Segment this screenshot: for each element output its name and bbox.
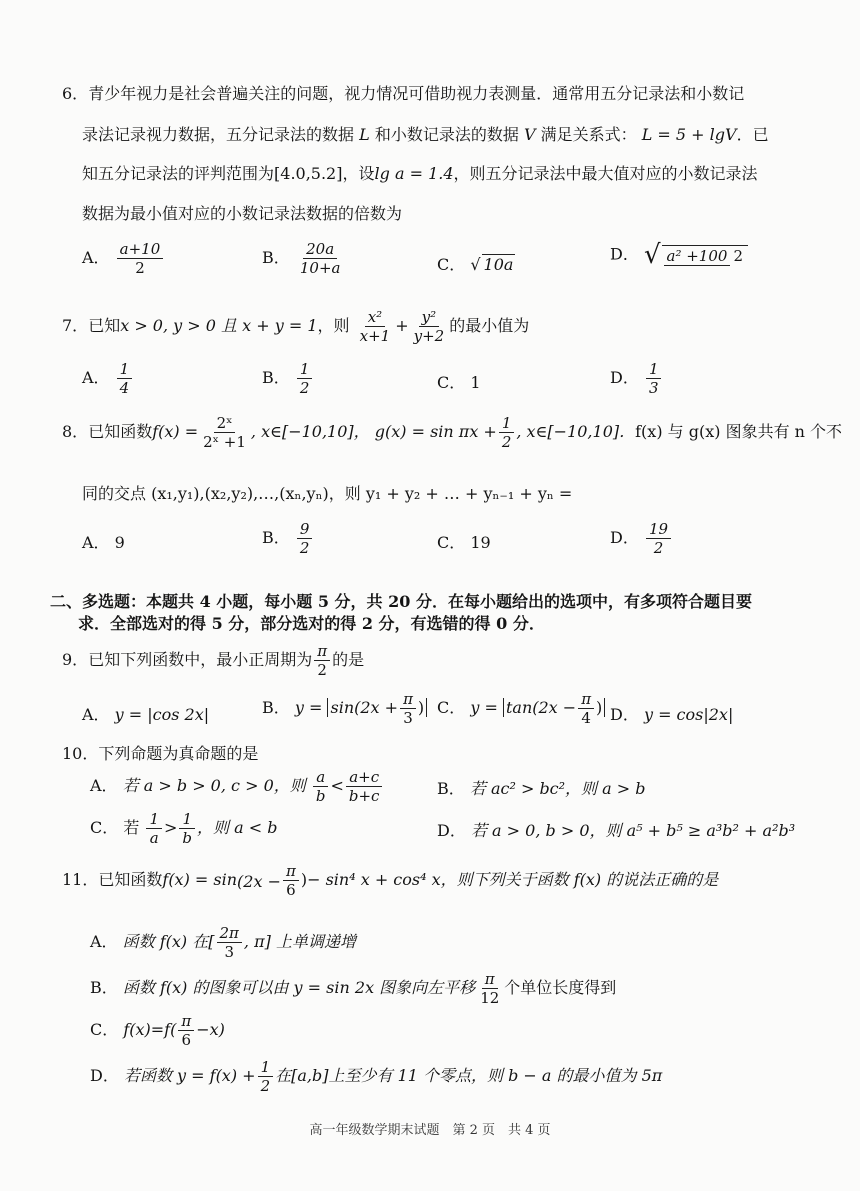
formula: −x)	[196, 1020, 225, 1039]
option-label: D．	[610, 705, 639, 724]
denominator: 4	[581, 709, 591, 727]
option-label: D．	[90, 1066, 119, 1085]
formula: , π] 上单调递增	[243, 932, 356, 951]
option-value: 19	[470, 533, 491, 552]
operator: >	[164, 818, 178, 837]
question-text: 青少年视力是社会普遍关注的问题，视力情况可借助视力表测量．通常用五分记录法和小数记	[88, 84, 745, 103]
math-var: V	[523, 125, 536, 144]
question-number: 9．	[62, 650, 89, 669]
option-label: C．	[437, 373, 466, 392]
question-number: 8．	[62, 422, 89, 441]
numerator: 1	[179, 810, 195, 829]
option-a	[82, 360, 134, 397]
option-b	[437, 776, 646, 799]
formula: 函数 f(x) 在[	[122, 932, 215, 951]
formula: , x∈[−10,10]，	[250, 422, 370, 441]
absolute-value	[327, 690, 427, 727]
option-value: 1	[470, 373, 481, 392]
denominator: 2	[135, 259, 145, 277]
denominator: 2	[501, 433, 512, 451]
numerator: π	[314, 642, 330, 661]
math-var: L	[359, 125, 370, 144]
option-c	[90, 1012, 225, 1049]
formula: [4.0,5.2]	[274, 164, 343, 183]
formula: y =	[470, 698, 498, 717]
option-d	[90, 1058, 662, 1095]
denominator: 4	[119, 379, 130, 397]
formula: )	[300, 870, 308, 889]
fraction	[117, 360, 133, 397]
formula: 在[a,b]上至少有 11 个零点，则 b − a 的最小值为 5π	[275, 1066, 663, 1085]
numerator: 1	[646, 360, 662, 379]
option-label: D．	[610, 528, 639, 547]
option-label: A．	[82, 705, 110, 724]
fraction	[297, 520, 313, 557]
operator: <	[330, 776, 344, 795]
radicand: 10a	[483, 255, 514, 274]
option-c	[90, 810, 277, 847]
numerator: 20a	[303, 240, 337, 259]
question-text: 知五分记录法的评判范围为	[82, 164, 275, 183]
question-text: ，设	[342, 164, 375, 183]
denominator: 3	[224, 943, 234, 961]
operator: +	[395, 316, 409, 335]
formula: 若	[123, 818, 140, 837]
section-title: 二、多选题：本题共 4 小题，每小题 5 分，共 20 分．在每小题给出的选项中，有多项符合题目要	[50, 592, 752, 611]
numerator: 9	[297, 520, 313, 539]
formula: 若 a > b > 0, c > 0，则	[122, 776, 306, 795]
fraction	[357, 308, 394, 345]
formula: )	[596, 698, 603, 717]
formula: 若 ac² > bc²，则 a > b	[469, 779, 646, 798]
fraction	[400, 690, 416, 727]
fraction	[578, 690, 594, 727]
option-d	[610, 520, 673, 557]
option-label: B．	[262, 528, 290, 547]
question-text: 数据为最小值对应的小数记录法数据的倍数为	[82, 204, 403, 223]
option-a	[90, 768, 384, 805]
numerator: 19	[646, 520, 671, 539]
option-a	[82, 702, 209, 725]
fraction	[477, 970, 502, 1007]
fraction	[646, 360, 662, 397]
numerator: 1	[499, 414, 515, 433]
numerator: 1	[146, 810, 162, 829]
question-number: 11．	[62, 870, 99, 889]
option-b	[262, 240, 345, 277]
fraction	[283, 862, 299, 899]
numerator: π	[400, 690, 416, 709]
question-number: 10．	[62, 744, 99, 763]
fraction	[499, 414, 515, 451]
denominator: 2	[299, 379, 310, 397]
formula: f(x) = sin	[162, 870, 238, 889]
option-b	[262, 520, 314, 557]
formula	[237, 864, 281, 894]
option-label: B．	[90, 978, 118, 997]
fraction	[179, 810, 195, 847]
option-label: A．	[82, 248, 110, 267]
question-text: 同的交点 (x₁,y₁),(x₂,y₂),…,(xₙ,yₙ)，则 y₁ + y₂ + … + yₙ₋₁ + yₙ =	[82, 484, 573, 503]
numerator: π	[283, 862, 299, 881]
formula: f(x)=f(	[123, 1020, 177, 1039]
fraction	[411, 308, 448, 345]
denominator: 2	[317, 661, 327, 679]
question-text: ，则下列关于函数 f(x) 的说法正确的是	[440, 870, 719, 889]
formula: y = cos|2x|	[643, 705, 734, 724]
numerator: π	[482, 970, 498, 989]
question-text: f(x) 与 g(x) 图象共有 n 个不	[635, 422, 843, 441]
denominator: x+1	[359, 327, 391, 345]
numerator: 2π	[217, 924, 242, 943]
option-d	[437, 818, 795, 841]
denominator: 3	[648, 379, 659, 397]
numerator: 1	[117, 360, 133, 379]
question-text: 的最小值为	[449, 316, 530, 335]
option-b	[262, 360, 314, 397]
numerator: a² +100	[664, 247, 731, 266]
fraction	[217, 924, 242, 961]
denominator: 10+a	[299, 259, 341, 277]
fraction	[178, 1012, 194, 1049]
option-label: A．	[82, 533, 110, 552]
section-instructions: 求．全部选对的得 5 分，部分选对的得 2 分，有选错的得 0 分．	[78, 614, 545, 633]
fraction	[313, 768, 329, 805]
formula: 若 a > 0, b > 0，则 a⁵ + b⁵ ≥ a³b² + a²b³	[470, 821, 796, 840]
page-footer: 高一年级数学期末试题 第 2 页 共 4 页	[309, 1123, 551, 1138]
option-label: C．	[90, 1020, 119, 1039]
question-text: 和小数记录法的数据	[374, 125, 519, 144]
numerator: π	[178, 1012, 194, 1031]
question-text: 个单位长度得到	[504, 978, 617, 997]
numerator: 2ˣ	[214, 414, 236, 433]
formula: − sin⁴ x + cos⁴ x	[307, 870, 441, 889]
formula: 若函数 y = f(x) +	[123, 1066, 256, 1085]
option-a	[82, 240, 165, 277]
option-label: C．	[437, 255, 466, 274]
formula: lg a = 1.4	[374, 164, 454, 183]
option-b	[90, 970, 616, 1007]
denominator: b+c	[348, 787, 380, 805]
fraction	[314, 642, 330, 679]
question-text: 已知函数	[88, 422, 153, 441]
option-label: A．	[82, 368, 110, 387]
denominator: 2	[260, 1077, 271, 1095]
question-text: ，则	[317, 316, 350, 335]
question-text: ，则五分记录法中最大值对应的小数记录法	[453, 164, 758, 183]
formula: tan(2x −	[505, 698, 577, 717]
denominator: 12	[480, 989, 500, 1007]
formula: g(x) = sin πx +	[374, 422, 497, 441]
option-label: D．	[437, 821, 466, 840]
formula: f(x) =	[152, 422, 199, 441]
question-text: 的是	[332, 650, 365, 669]
question-number: 6．	[62, 84, 89, 103]
denominator: 2	[299, 539, 310, 557]
formula: L = 5 + lgV	[641, 125, 737, 144]
question-text: 已知	[88, 316, 121, 335]
option-label: C．	[437, 698, 466, 717]
numerator: a+c	[346, 768, 382, 787]
option-d: D． √ a² +100 2	[610, 240, 750, 270]
formula: y = |cos 2x|	[114, 705, 210, 724]
numerator: y²	[419, 308, 440, 327]
numerator: 1	[297, 360, 313, 379]
option-label: D．	[610, 244, 639, 264]
option-c	[437, 690, 605, 727]
question-text: 下列命题为真命题的是	[98, 744, 259, 763]
option-c	[437, 530, 491, 553]
option-d	[610, 702, 733, 725]
option-label: D．	[610, 368, 639, 387]
absolute-value	[503, 690, 605, 727]
fraction	[346, 768, 383, 805]
denominator: b	[182, 829, 193, 847]
question-number: 7．	[62, 316, 89, 335]
question-text: 满足关系式：	[540, 125, 637, 144]
denominator: a	[149, 829, 159, 847]
option-label: C．	[437, 533, 466, 552]
fraction	[117, 240, 164, 277]
denominator: 6	[181, 1031, 192, 1049]
numerator: π	[578, 690, 594, 709]
option-label: A．	[90, 776, 118, 795]
option-b	[262, 690, 427, 727]
denominator: 2ˣ +1	[203, 433, 246, 451]
section-heading	[50, 591, 810, 635]
option-a	[82, 530, 125, 553]
option-label: B．	[262, 248, 290, 267]
formula: ，则 a < b	[197, 818, 278, 837]
option-label: B．	[437, 779, 465, 798]
option-c	[437, 370, 481, 393]
option-label: A．	[90, 932, 118, 951]
formula: sin(2x +	[330, 698, 399, 717]
fraction	[662, 245, 748, 265]
formula: , x∈[−10,10]．	[516, 422, 636, 441]
option-label: B．	[262, 698, 290, 717]
denominator: 2	[653, 539, 664, 557]
fraction	[200, 414, 249, 451]
fraction	[297, 240, 344, 277]
question-text: ．已	[736, 125, 769, 144]
denominator: 3	[403, 709, 413, 727]
fraction	[646, 520, 671, 557]
numerator: 1	[258, 1058, 274, 1077]
denominator: y+2	[413, 327, 445, 345]
question-text: 已知函数	[98, 870, 163, 889]
numerator: a	[313, 768, 328, 787]
formula: y =	[294, 698, 323, 717]
denominator: b	[315, 787, 326, 805]
option-a	[90, 924, 356, 961]
denominator: 2	[733, 247, 743, 265]
numerator: x²	[365, 308, 385, 327]
formula: x > 0, y > 0 且 x + y = 1	[120, 316, 318, 335]
option-c: C． √ 10a	[437, 255, 514, 274]
option-label: B．	[262, 368, 290, 387]
option-d	[610, 360, 663, 397]
option-value: 9	[114, 533, 125, 552]
formula: (2x −	[237, 872, 281, 891]
numerator: a+10	[117, 240, 164, 259]
denominator: 6	[286, 881, 296, 899]
question-text: 已知下列函数中，最小正周期为	[88, 650, 313, 669]
formula: )	[417, 698, 425, 717]
question-text: 录法记录视力数据，五分记录法的数据	[82, 125, 355, 144]
option-label: C．	[90, 818, 119, 837]
fraction	[258, 1058, 274, 1095]
formula: 函数 f(x) 的图象可以由 y = sin 2x 图象向左平移	[122, 978, 476, 997]
fraction	[146, 810, 162, 847]
fraction	[297, 360, 313, 397]
